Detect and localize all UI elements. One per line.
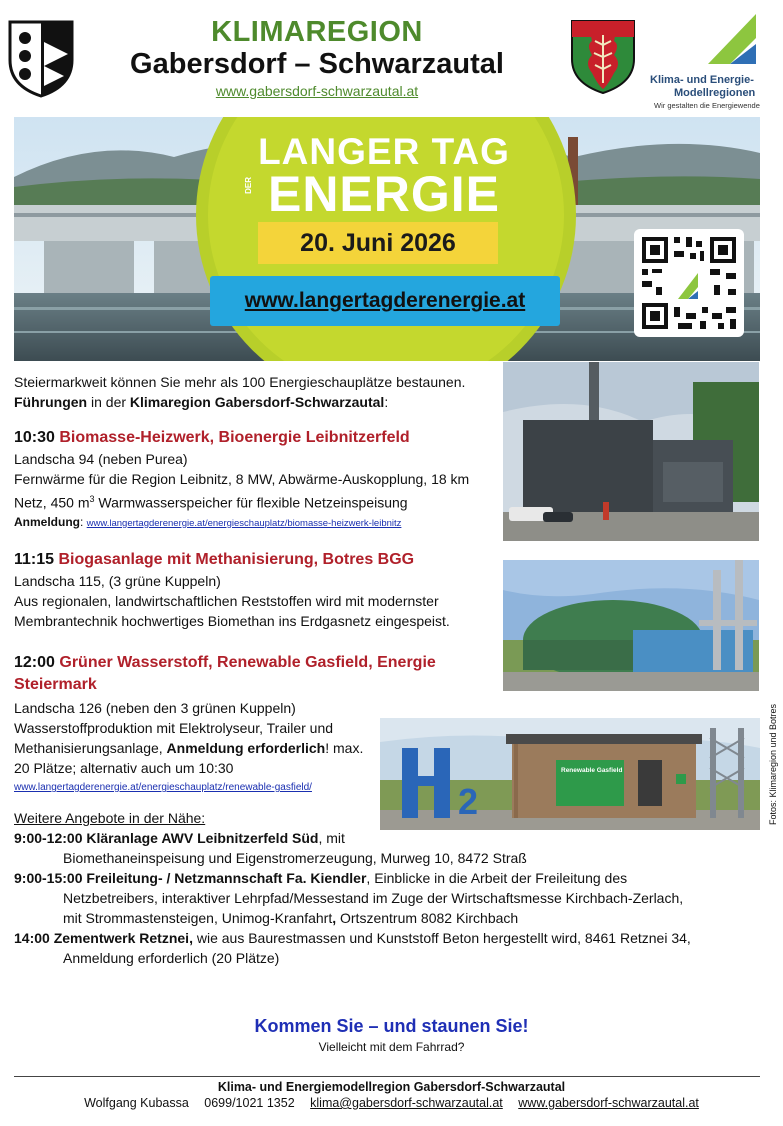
kem-logo-tagline: Wir gestalten die Energiewende [654, 101, 760, 110]
footer-contact-name: Wolfgang Kubassa [84, 1096, 189, 1110]
more-item-1-bold: 9:00-12:00 Kläranlage AWV Leibnitzerfeld Süd [14, 830, 319, 846]
photo-heizwerk [503, 362, 759, 541]
event-3-title [14, 652, 500, 696]
footer-phone: 0699/1021 1352 [204, 1096, 295, 1110]
more-item-2-text: , Einblicke in die Arbeit der Freileitung des [366, 870, 628, 886]
event-2-time: 11:15 [14, 551, 55, 568]
intro-bold-2: Klimaregion Gabersdorf-Schwarzautal [129, 394, 385, 410]
footer [0, 1079, 783, 1111]
event-1-address: Landscha 94 (neben Purea) [14, 451, 188, 467]
footer-org: Klima- und Energiemodellregion Gabersdorf-Schwarzautal [217, 1080, 566, 1094]
event-3-address: Landscha 126 (neben den 3 grünen Kuppeln) [14, 700, 296, 716]
event-1: 10:30 Biomasse-Heizwerk, Bioenergie Leibnitzerfeld Landscha 94 (neben Purea) Fernwärme für die Region Leibnitz, 8 MW, Abwärme-Auskopplung, 18 km Netz, 450 $m^3$ Warmwasserspeicher für flexible Netzeinspeisung Anmeldung: www.langertagderenergie.at/energieschauplatz/biomasse-heizwerk-leibnitz [14, 427, 500, 533]
banner-title-small: DER [244, 177, 253, 194]
more-item-2-cont-c: Ortszentrum 8082 Kirchbach [340, 910, 519, 926]
event-2-name: Biogasanlage mit Methanisierung, Botres BGG [58, 551, 415, 568]
banner-date: 20. Juni 2026 [258, 222, 498, 264]
cta-sub: Vielleicht mit dem Fahrrad? [318, 1040, 465, 1054]
event-1-time: 10:30 [14, 429, 55, 446]
header-titles [96, 16, 538, 101]
event-3-body [14, 698, 364, 796]
event-3-desc-b: ! max. 20 Plätze; alternativ auch um 10:30 [14, 740, 364, 776]
intro-text-2: in der [91, 394, 127, 410]
more-item-1 [14, 828, 764, 868]
event-2 [14, 549, 500, 631]
more-item-3 [14, 928, 764, 968]
more-item-2-cont-b: mit Strommastensteigen, Unimog-Kranfahrt [63, 910, 333, 926]
event-1-desc-sup: 3 [89, 494, 95, 504]
event-3-registration-link[interactable]: www.langertagderenergie.at/energieschauplatz/renewable-gasfield/ [14, 782, 312, 793]
event-3-desc-bold: Anmeldung erforderlich [166, 740, 326, 756]
crest-left-logo [8, 20, 74, 98]
svg-text:2: 2 [458, 781, 479, 822]
event-3-desc-a: Wasserstoffproduktion mit Elektrolyseur, Trailer und Methanisierungsanlage, [14, 720, 334, 756]
more-offers-heading: Weitere Angebote in der Nähe: [14, 810, 206, 826]
event-2-address: Landscha 115, (3 grüne Kuppeln) [14, 573, 221, 589]
event-1-title [14, 427, 500, 449]
header-title: KLIMAREGION [211, 16, 423, 48]
banner-title-line1: LANGER TAG [258, 131, 510, 172]
event-3-description [14, 718, 364, 778]
kem-logo-line2: Modellregionen [674, 87, 756, 99]
kem-logo-line1: Klima- und Energie- [650, 74, 754, 86]
event-3-time: 12:00 [14, 654, 55, 671]
more-item-2-cont-bold: , [332, 910, 337, 926]
banner-title-line2: ENERGIE [267, 166, 501, 222]
footer-website-link[interactable]: www.gabersdorf-schwarzautal.at [518, 1096, 699, 1110]
event-3 [14, 652, 500, 696]
event-1-registration-link[interactable]: www.langertagderenergie.at/energieschauplatz/biomasse-heizwerk-leibnitz [86, 517, 402, 529]
cta-headline: Kommen Sie – und staunen Sie! [254, 1016, 529, 1036]
intro-text-3: : [384, 394, 389, 410]
header-subtitle: Gabersdorf – Schwarzautal [130, 48, 504, 80]
more-item-2-cont-a: Netzbetreibers, interaktiver Lehrpfad/Messestand im Zuge der Wirtschaftsmesse Kirchbach-Zerlach, [63, 890, 684, 906]
event-1-desc-b: Warmwasserspeicher für flexible Netzeinspeisung [98, 494, 408, 511]
crest-right-logo [570, 19, 636, 95]
more-item-1-text: , mit [318, 830, 345, 846]
event-1-desc-a: Fernwärme für die Region Leibnitz, 8 MW, Abwärme-Auskopplung, 18 km Netz, 450 m [14, 471, 470, 511]
footer-divider [14, 1076, 760, 1077]
intro-bold-1: Führungen [14, 394, 88, 410]
event-2-description: Aus regionalen, landwirtschaftlichen Reststoffen wird mit modernster Membrantechnik hochwertiges Biomethan ins Erdgasnetz eingespeist. [14, 593, 450, 629]
banner-url-link[interactable]: www.langertagderenergie.at [210, 276, 560, 326]
event-1-description [14, 469, 500, 513]
more-offers [14, 808, 764, 968]
more-item-1-cont: Biomethaneinspeisung und Eigenstromerzeugung, Murweg 10, 8472 Straß [63, 850, 527, 866]
event-1-name: Biomasse-Heizwerk, Bioenergie Leibnitzerfeld [59, 429, 410, 446]
more-item-3-cont: Anmeldung erforderlich (20 Plätze) [63, 950, 280, 966]
more-item-3-text: wie aus Baurestmassen und Kunststoff Beton hergestellt wird, 8461 Retznei 34, [196, 930, 691, 946]
header-url-link[interactable]: www.gabersdorf-schwarzautal.at [215, 83, 419, 99]
more-item-3-bold: 14:00 Zementwerk Retznei, [14, 930, 193, 946]
photo3-sign-text: Renewable Gasfield [561, 767, 623, 774]
more-item-2-bold: 9:00-15:00 Freileitung- / Netzmannschaft Fa. Kiendler [14, 870, 367, 886]
event-2-title [14, 549, 500, 571]
more-item-2 [14, 868, 764, 928]
event-banner [14, 117, 760, 361]
footer-email-link[interactable]: klima@gabersdorf-schwarzautal.at [310, 1096, 503, 1110]
qr-code[interactable] [634, 229, 744, 337]
intro-text [14, 372, 494, 412]
intro-text-1: Steiermarkweit können Sie mehr als 100 Energieschauplätze bestaunen. [14, 374, 466, 390]
kem-logo [646, 8, 778, 108]
event-3-name: Grüner Wasserstoff, Renewable Gasfield, Energie Steiermark [14, 654, 436, 693]
call-to-action [0, 1014, 783, 1056]
photo-credit: Fotos: Klimaregion und Botres [768, 703, 778, 825]
event-1-registration-label: Anmeldung [14, 514, 80, 529]
photo-biogas [503, 560, 759, 691]
